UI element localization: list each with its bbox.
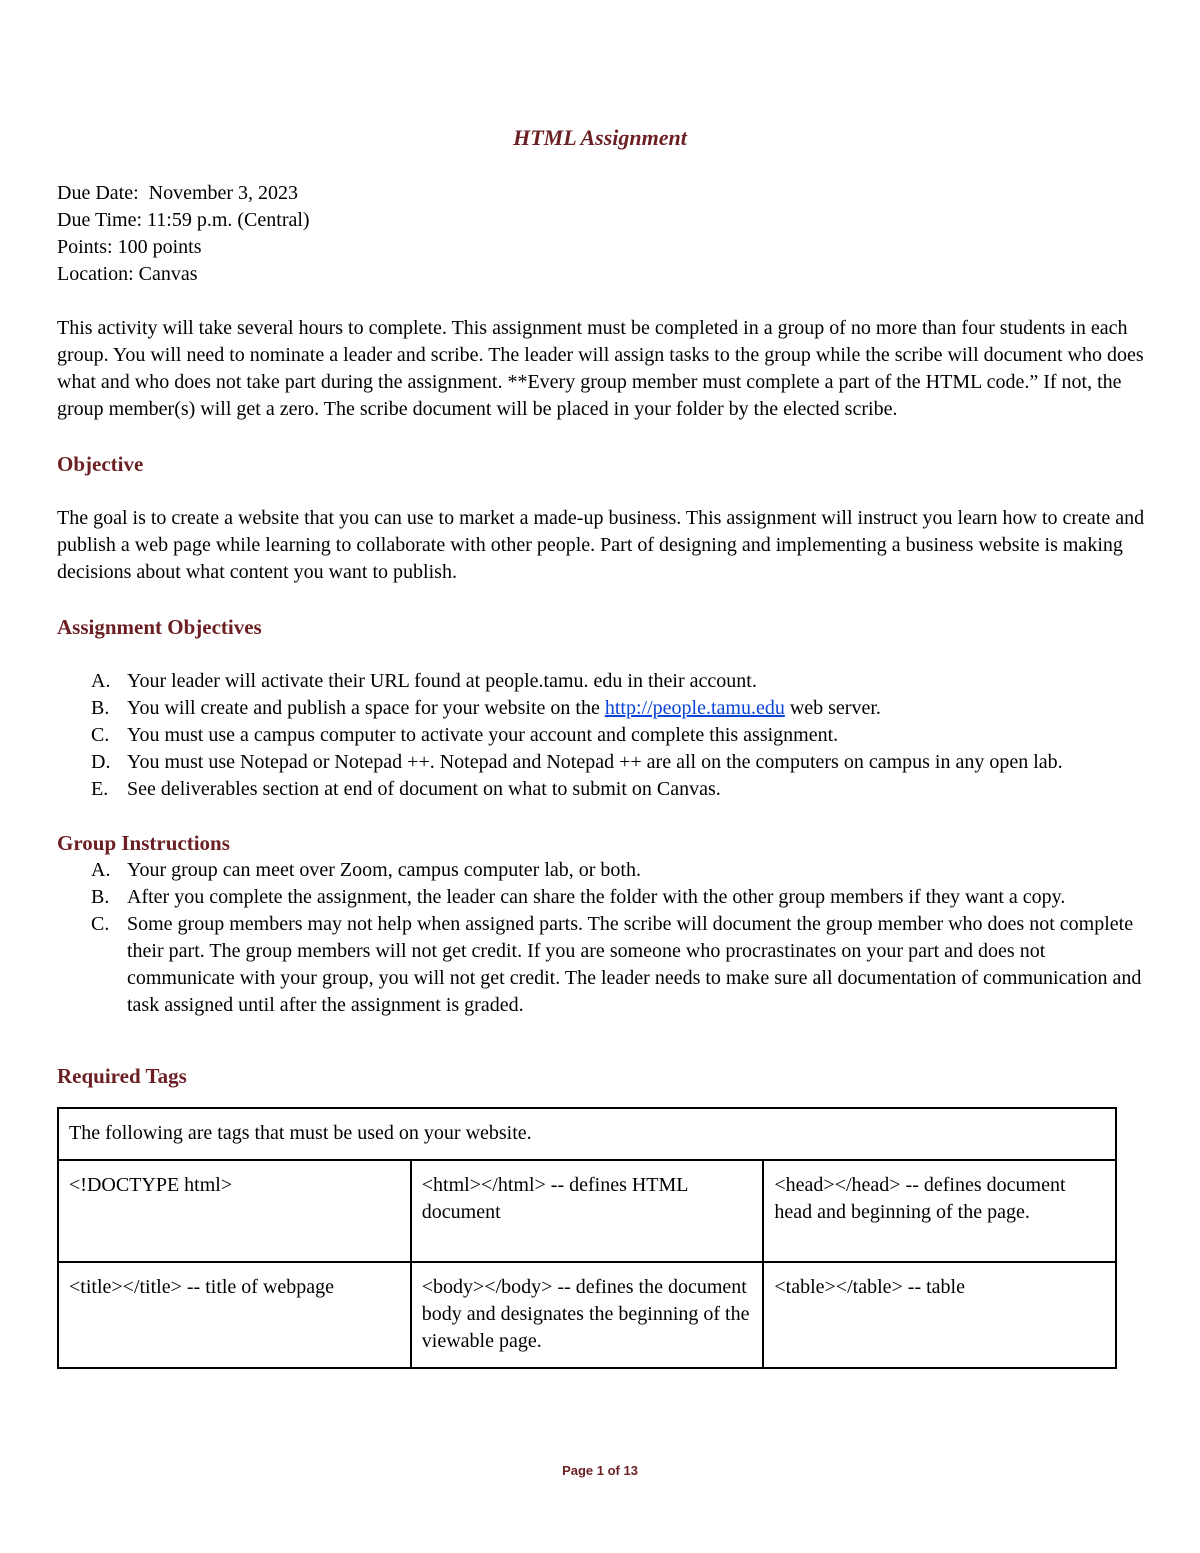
assignment-objectives-heading: Assignment Objectives (57, 615, 262, 639)
list-item (57, 776, 1147, 803)
table-cell: <title></title> -- title of webpage (58, 1262, 411, 1368)
points: Points: 100 points (57, 236, 202, 258)
location: Location: Canvas (57, 263, 198, 285)
due-time: Due Time: 11:59 p.m. (Central) (57, 209, 310, 231)
table-cell: <head></head> -- defines document head and beginning of the page. (763, 1160, 1116, 1262)
list-marker: E. (91, 778, 109, 800)
intro-paragraph: This activity will take several hours to complete. This assignment must be completed in a group of no more than four students in each group. You will need to nominate a leader and scribe. The leader will assign tasks to the group while the scribe will document who does what and who does not take part during the assignment. **Every group member must complete a part of the HTML code.” If not, the group member(s) will get a zero. The scribe document will be placed in your folder by the elected scribe. (57, 317, 1144, 420)
due-date: Due Date: November 3, 2023 (57, 182, 299, 204)
list-marker: B. (91, 886, 110, 908)
group-instructions-list (57, 857, 1147, 1019)
list-item (57, 749, 1147, 776)
list-marker: D. (91, 751, 111, 773)
page-footer: Page 1 of 13 (562, 1463, 638, 1478)
table-cell: <table></table> -- table (763, 1262, 1116, 1368)
list-item (57, 695, 1147, 722)
document-content (57, 124, 1147, 1369)
list-item-text: After you complete the assignment, the leader can share the folder with the other group members if they want a copy. (127, 886, 1066, 908)
required-tags-table (57, 1107, 1117, 1369)
list-item (57, 884, 1147, 911)
list-marker: A. (91, 670, 111, 692)
table-header-cell: The following are tags that must be used on your website. (58, 1108, 1116, 1160)
list-item-text: You must use Notepad or Notepad ++. Notepad and Notepad ++ are all on the computers on campus in any open lab. (127, 751, 1063, 773)
list-item-text: Your leader will activate their URL found at people.tamu. edu in their account. (127, 670, 757, 692)
list-item-text: You must use a campus computer to activate your account and complete this assignment. (127, 724, 839, 746)
table-cell: <body></body> -- defines the document body and designates the beginning of the viewable page. (411, 1262, 764, 1368)
list-item-text-before: You will create and publish a space for your website on the (127, 697, 605, 719)
people-tamu-link[interactable]: http://people.tamu.edu (604, 697, 785, 719)
table-row (58, 1160, 1116, 1262)
assignment-meta (57, 180, 1147, 288)
table-row (58, 1262, 1116, 1368)
table-cell: <html></html> -- defines HTML document (411, 1160, 764, 1262)
list-item (57, 911, 1147, 1019)
list-marker: A. (91, 859, 111, 881)
group-instructions-heading: Group Instructions (57, 831, 230, 855)
list-marker: C. (91, 724, 110, 746)
list-marker: C. (91, 913, 110, 935)
list-item-text-after: web server. (784, 697, 881, 719)
list-item-text: See deliverables section at end of document on what to submit on Canvas. (127, 778, 721, 800)
document-title: HTML Assignment (513, 125, 687, 150)
table-header-row (58, 1108, 1116, 1160)
list-item (57, 668, 1147, 695)
table-cell: <!DOCTYPE html> (58, 1160, 411, 1262)
list-item (57, 857, 1147, 884)
objective-paragraph: The goal is to create a website that you can use to market a made-up business. This assignment will instruct you learn how to create and publish a web page while learning to collaborate with other people. Part of designing and implementing a business website is making decisions about what content you want to publish. (57, 507, 1145, 583)
objective-heading: Objective (57, 452, 144, 476)
required-tags-heading: Required Tags (57, 1064, 187, 1088)
list-item-text: Your group can meet over Zoom, campus computer lab, or both. (127, 859, 641, 881)
list-item-text: Some group members may not help when assigned parts. The scribe will document the group member who does not complete their part. The group members will not get credit. If you are someone who procrastinates on your part and does not communicate with your group, you will not get credit. The leader needs to make sure all documentation of communication and task assigned until after the assignment is graded. (127, 913, 1142, 1016)
list-marker: B. (91, 697, 110, 719)
list-item (57, 722, 1147, 749)
assignment-objectives-list (57, 668, 1147, 803)
